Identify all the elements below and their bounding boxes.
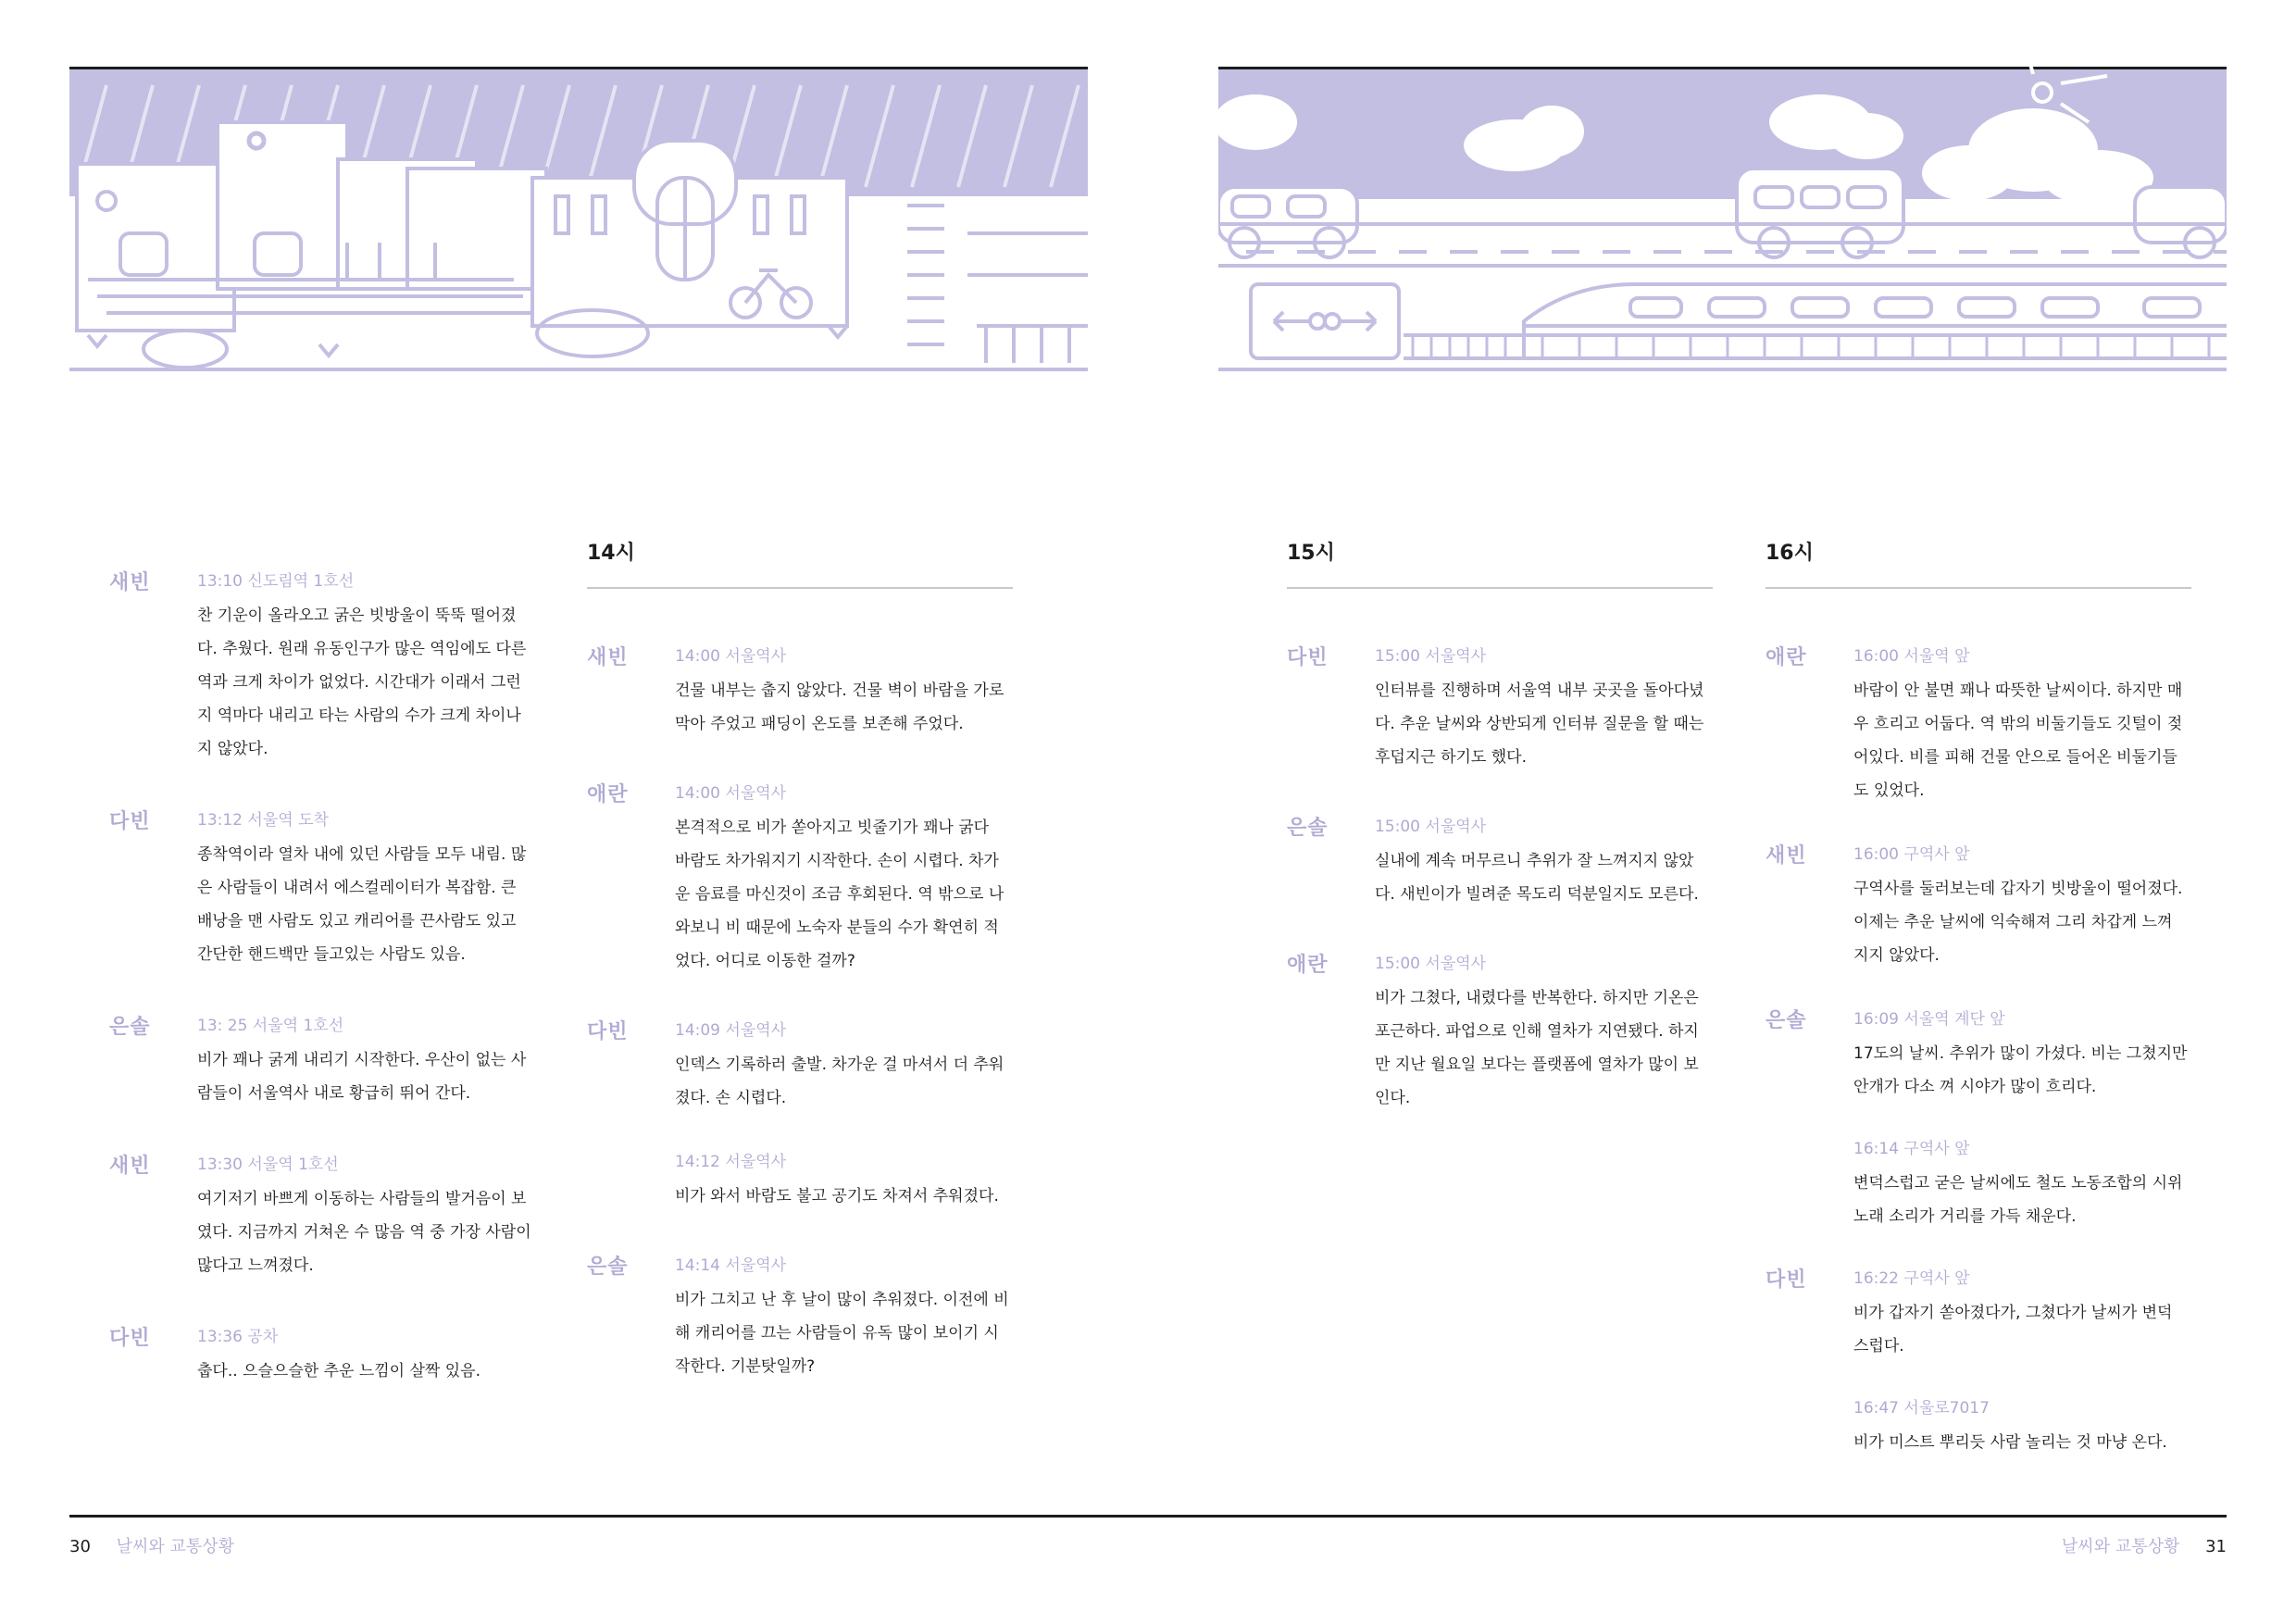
entry-time-location: 14:14 서울역사 bbox=[675, 1256, 787, 1275]
entry-text: 비가 꽤나 굵게 내리기 시작한다. 우산이 없는 사 람들이 서울역사 내로 황급히 뛰어 간다. bbox=[197, 1051, 527, 1103]
speaker-name: 은솔 bbox=[109, 1016, 151, 1039]
entry-time-location: 16:22 구역사 앞 bbox=[1853, 1269, 1970, 1288]
entry-text: 비가 와서 바람도 불고 공기도 차져서 추워졌다. bbox=[675, 1187, 999, 1206]
log-entry bbox=[109, 1014, 554, 1110]
column-divider bbox=[1766, 587, 2191, 589]
log-entry bbox=[1766, 1396, 2210, 1459]
speaker-name: 새빈 bbox=[109, 571, 151, 594]
entry-time-location: 14:12 서울역사 bbox=[675, 1153, 787, 1171]
log-entry bbox=[587, 644, 1031, 741]
log-entry bbox=[587, 1254, 1031, 1383]
entry-text: 인덱스 기록하러 출발. 차가운 걸 마셔서 더 추워 졌다. 손 시렵다. bbox=[675, 1056, 1004, 1107]
entry-text: 구역사를 둘러보는데 갑자기 빗방울이 떨어졌다. 이제는 추운 날씨에 익숙해져 그리 차갑게 느껴 지지 않았다. bbox=[1853, 880, 2183, 965]
column-heading: 16시 bbox=[1766, 542, 1814, 565]
log-entry bbox=[1287, 644, 1731, 774]
speaker-name: 은솔 bbox=[1766, 1009, 1807, 1032]
entry-time-location: 15:00 서울역사 bbox=[1375, 955, 1487, 973]
entry-text: 찬 기운이 올라오고 굵은 빗방울이 뚝뚝 떨어졌 다. 추웠다. 원래 유동인구가 많은 역임에도 다른 역과 크게 차이가 없었다. 시간대가 이래서 그런 지 역마다 내리고 타는 사람의 수가 크게 차이나 지 않았다. bbox=[197, 606, 527, 758]
station-cityscape-illustration bbox=[69, 67, 1088, 381]
log-entry bbox=[1766, 644, 2210, 807]
column-divider bbox=[1287, 587, 1713, 589]
road-train-illustration bbox=[1218, 67, 2227, 381]
entry-time-location: 13:30 서울역 1호선 bbox=[197, 1156, 339, 1174]
page-number-right: 31 bbox=[2205, 1537, 2227, 1556]
log-entry bbox=[587, 1018, 1031, 1115]
log-entry bbox=[587, 781, 1031, 978]
entry-text: 17도의 날씨. 추위가 많이 가셨다. 비는 그쳤지만 안개가 다소 껴 시야가 많이 흐리다. bbox=[1853, 1044, 2188, 1096]
column-heading: 15시 bbox=[1287, 542, 1335, 565]
entry-time-location: 14:09 서울역사 bbox=[675, 1021, 787, 1040]
log-entry bbox=[1287, 952, 1731, 1115]
entry-text: 변덕스럽고 굳은 날씨에도 철도 노동조합의 시위 노래 소리가 거리를 가득 채운다. bbox=[1853, 1174, 2183, 1226]
entry-text: 비가 갑자기 쏟아졌다가, 그쳤다가 날씨가 변덕 스럽다. bbox=[1853, 1304, 2173, 1355]
section-title-left: 날씨와 교통상황 bbox=[116, 1537, 235, 1556]
speaker-name: 새빈 bbox=[1766, 844, 1807, 868]
entry-text: 비가 그쳤다, 내렸다를 반복한다. 하지만 기온은 포근하다. 파업으로 인해 열차가 지연됐다. 하지 만 지난 월요일 보다는 플랫폼에 열차가 많이 보 인다. bbox=[1375, 989, 1699, 1107]
entry-text: 춥다.. 으슬으슬한 추운 느낌이 살짝 있음. bbox=[197, 1362, 480, 1380]
log-entry bbox=[587, 1150, 1031, 1213]
speaker-name: 다빈 bbox=[1287, 646, 1329, 669]
entry-time-location: 13: 25 서울역 1호선 bbox=[197, 1017, 344, 1035]
log-entry bbox=[1766, 1007, 2210, 1104]
entry-text: 비가 그치고 난 후 날이 많이 추워졌다. 이전에 비 해 캐리어를 끄는 사람들이 유독 많이 보이기 시 작한다. 기분탓일까? bbox=[675, 1291, 1009, 1376]
column-heading: 14시 bbox=[587, 542, 635, 565]
entry-text: 실내에 계속 머무르니 추위가 잘 느껴지지 않았 다. 새빈이가 빌려준 목도리 덕분일지도 모른다. bbox=[1375, 852, 1699, 904]
log-entry bbox=[109, 1153, 554, 1282]
entry-time-location: 15:00 서울역사 bbox=[1375, 647, 1487, 666]
footer-left bbox=[69, 1533, 234, 1557]
entry-text: 건물 내부는 춥지 않았다. 건물 벽이 바람을 가로 막아 주었고 패딩이 온도를 보존해 주었다. bbox=[675, 681, 1004, 733]
entry-time-location: 16:00 구역사 앞 bbox=[1853, 845, 1970, 864]
entry-time-location: 16:09 서울역 계단 앞 bbox=[1853, 1010, 2005, 1029]
entry-time-location: 13:36 공차 bbox=[197, 1328, 279, 1346]
page-number-left: 30 bbox=[69, 1537, 91, 1556]
log-entry bbox=[1766, 843, 2210, 972]
timeline-column-14 bbox=[587, 537, 1031, 1383]
entry-time-location: 14:00 서울역사 bbox=[675, 784, 787, 803]
section-title-right: 날씨와 교통상황 bbox=[2061, 1537, 2180, 1556]
speaker-name: 다빈 bbox=[109, 1327, 151, 1350]
speaker-name: 다빈 bbox=[1766, 1268, 1807, 1292]
speaker-name: 은솔 bbox=[1287, 817, 1329, 840]
log-entry bbox=[109, 808, 554, 971]
log-entry bbox=[109, 569, 554, 766]
speaker-name: 애란 bbox=[1766, 646, 1807, 669]
entry-time-location: 15:00 서울역사 bbox=[1375, 818, 1487, 836]
entry-text: 본격적으로 비가 쏟아지고 빗줄기가 꽤나 굵다 바람도 차가워지기 시작한다. 손이 시렵다. 차가 운 음료를 마신것이 조금 후회된다. 역 밖으로 나 와보니 비 때문에 노숙자 분들의 수가 확연히 적 었다. 어디로 이동한 걸까? bbox=[675, 818, 1004, 970]
entry-time-location: 14:00 서울역사 bbox=[675, 647, 787, 666]
speaker-name: 다빈 bbox=[109, 810, 151, 833]
speaker-name: 애란 bbox=[1287, 954, 1329, 977]
log-entry bbox=[109, 1325, 554, 1388]
log-entry bbox=[1766, 1267, 2210, 1363]
timeline-column-13 bbox=[109, 542, 554, 1388]
column-divider bbox=[587, 587, 1013, 589]
entry-time-location: 16:47 서울로7017 bbox=[1853, 1399, 1990, 1418]
timeline-column-15 bbox=[1287, 537, 1731, 1115]
entry-text: 비가 미스트 뿌리듯 사람 놀리는 것 마냥 온다. bbox=[1853, 1433, 2167, 1452]
speaker-name: 새빈 bbox=[587, 646, 629, 669]
column-heading bbox=[109, 542, 554, 569]
timeline-column-16 bbox=[1766, 537, 2210, 1459]
entry-text: 바람이 안 불면 꽤나 따뜻한 날씨이다. 하지만 매 우 흐리고 어둡다. 역 밖의 비둘기들도 깃털이 젖 어있다. 비를 피해 건물 안으로 들어온 비둘기들 도 있었다. bbox=[1853, 681, 2183, 800]
speaker-name: 새빈 bbox=[109, 1155, 151, 1178]
entry-text: 종착역이라 열차 내에 있던 사람들 모두 내림. 많 은 사람들이 내려서 에스컬레이터가 복잡함. 큰 배낭을 맨 사람도 있고 캐리어를 끈사람도 있고 간단한 핸드백만 들고있는 사람도 있음. bbox=[197, 845, 527, 964]
footer-divider bbox=[69, 1515, 2227, 1518]
entry-time-location: 13:10 신도림역 1호선 bbox=[197, 572, 355, 591]
speaker-name: 은솔 bbox=[587, 1255, 629, 1279]
entry-time-location: 16:00 서울역 앞 bbox=[1853, 647, 1970, 666]
speaker-name: 다빈 bbox=[587, 1020, 629, 1043]
speaker-name: 애란 bbox=[587, 783, 629, 806]
log-entry bbox=[1287, 815, 1731, 911]
entry-text: 여기저기 바쁘게 이동하는 사람들의 발거음이 보 였다. 지금까지 거쳐온 수 많음 역 중 가장 사람이 많다고 느껴졌다. bbox=[197, 1190, 531, 1275]
entry-time-location: 13:12 서울역 도착 bbox=[197, 811, 329, 830]
log-entry bbox=[1766, 1137, 2210, 1233]
footer-right bbox=[2062, 1533, 2227, 1557]
entry-time-location: 16:14 구역사 앞 bbox=[1853, 1140, 1970, 1158]
entry-text: 인터뷰를 진행하며 서울역 내부 곳곳을 돌아다녔 다. 추운 날씨와 상반되게 인터뷰 질문을 할 때는 후덥지근 하기도 했다. bbox=[1375, 681, 1704, 767]
